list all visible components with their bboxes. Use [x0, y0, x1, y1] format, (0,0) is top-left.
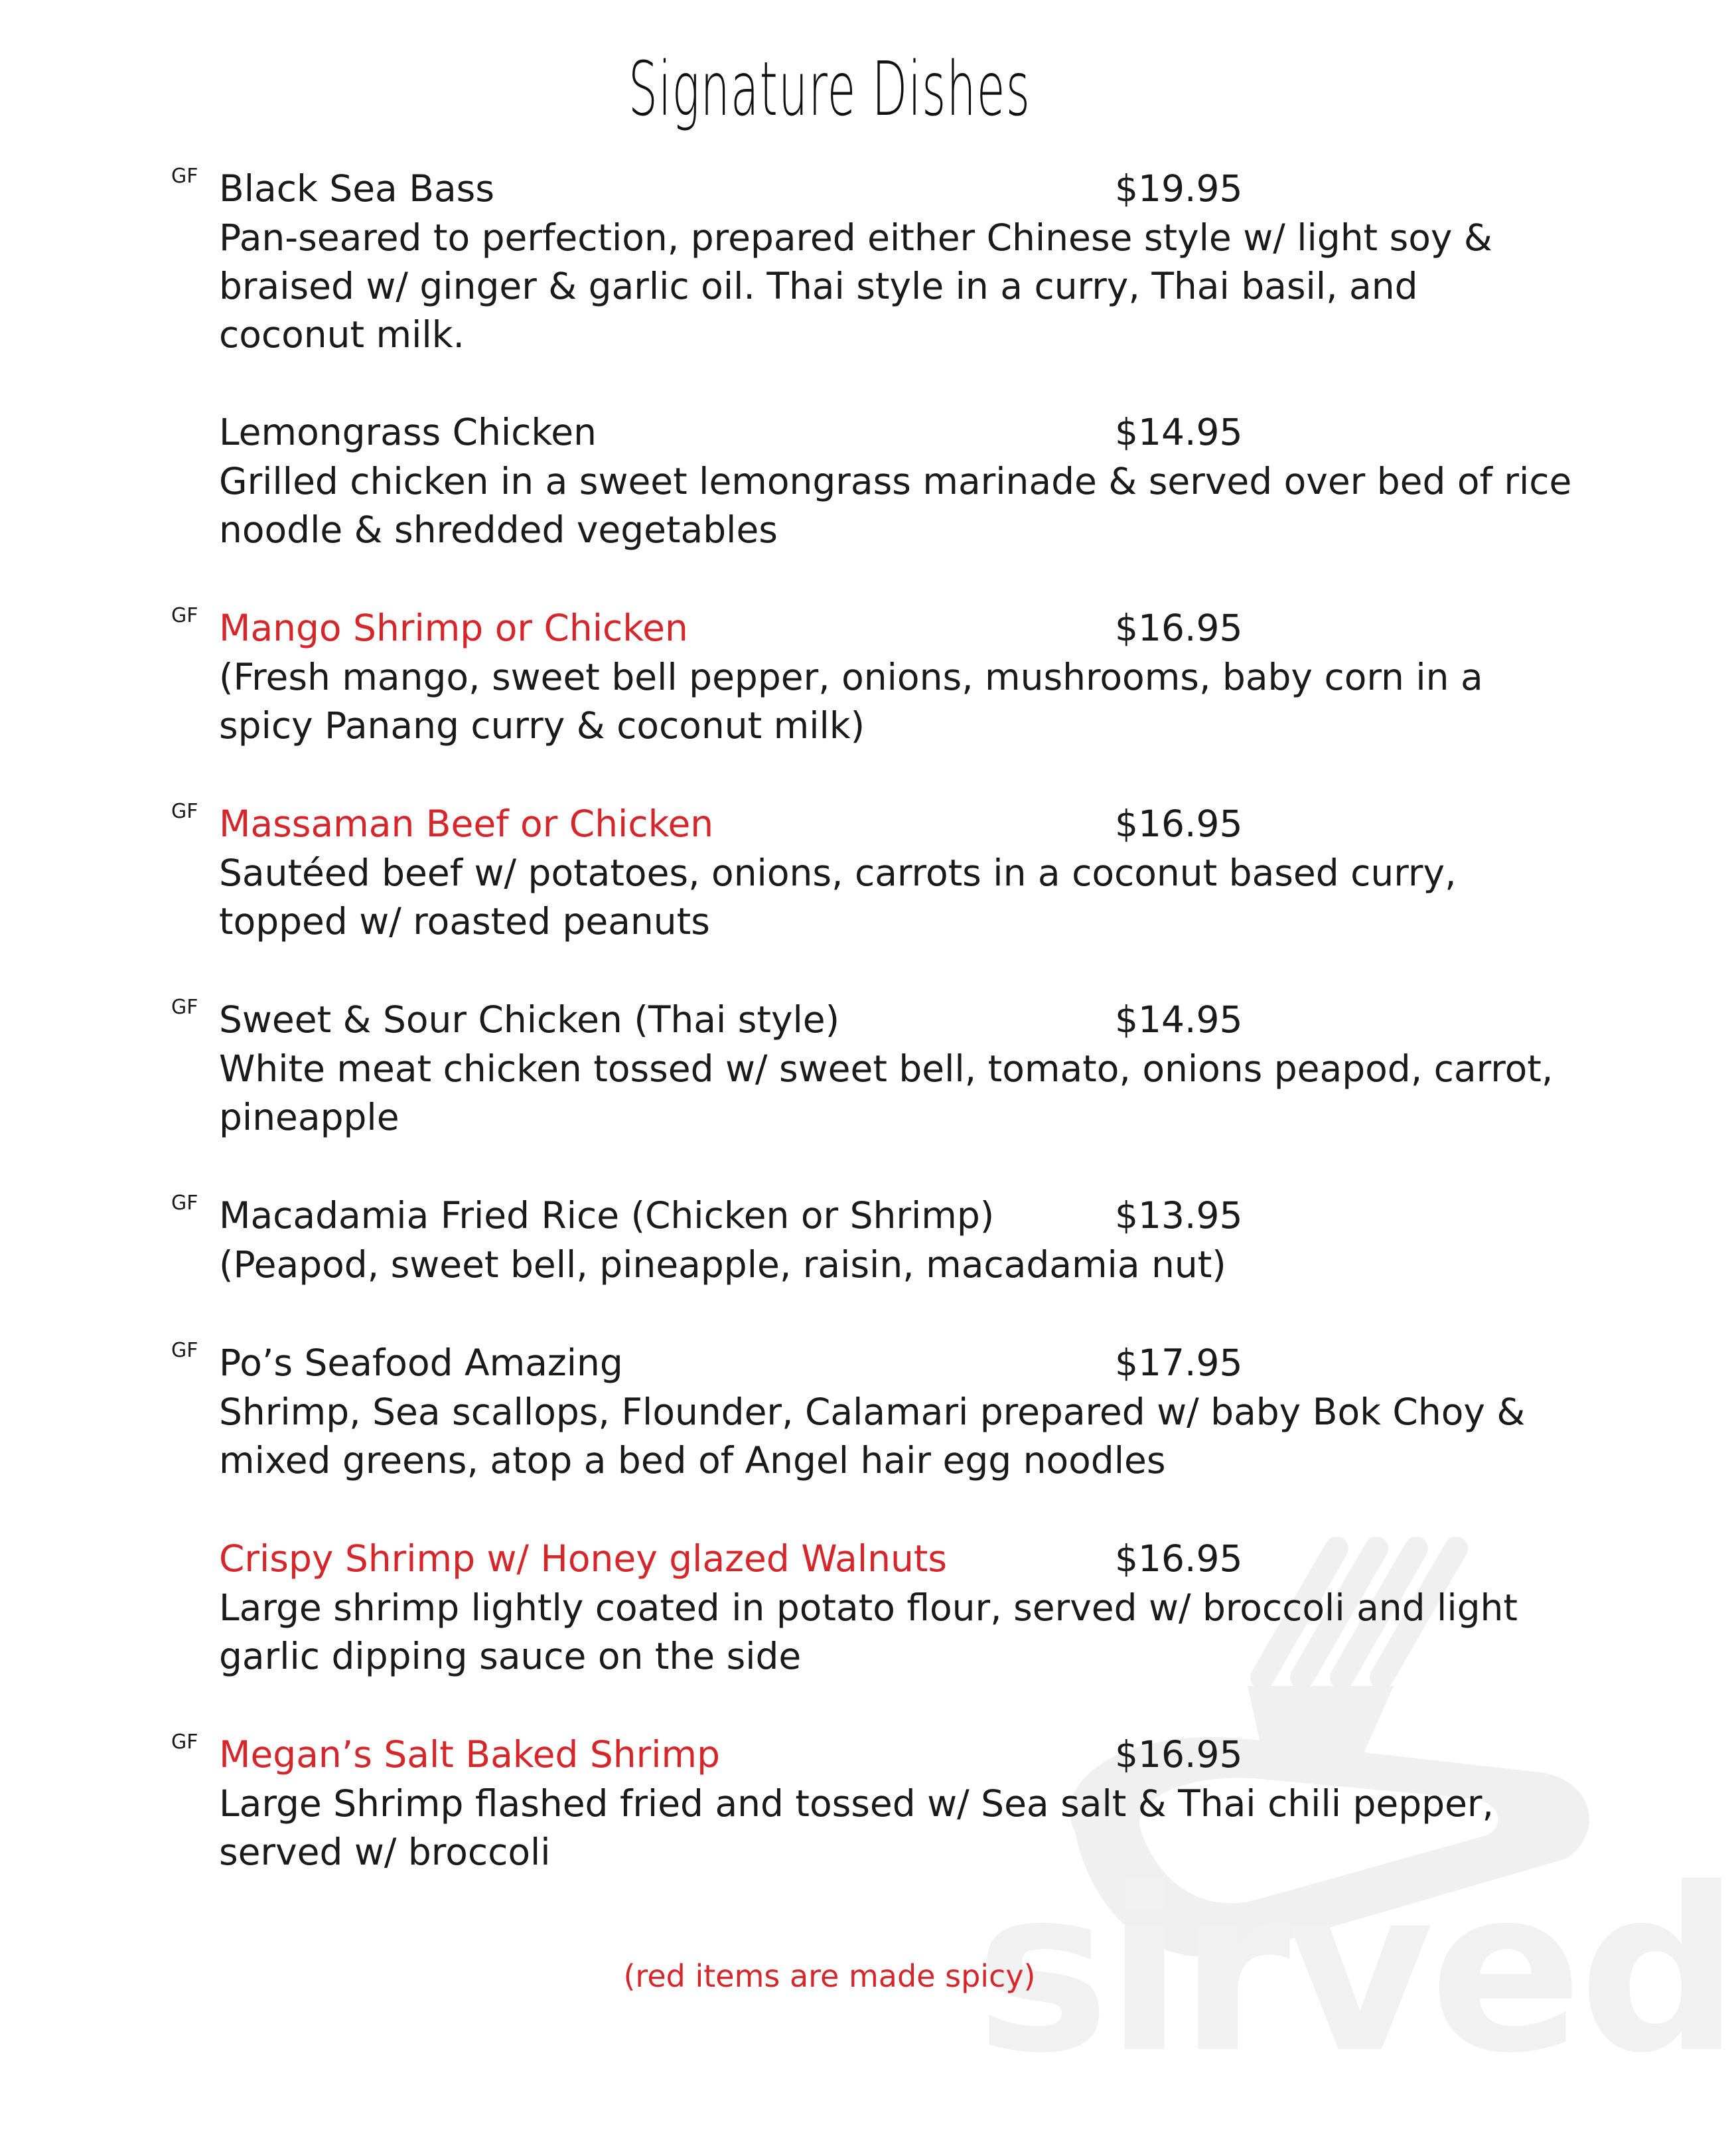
dish-description: Pan-seared to perfection, prepared either Chinese style w/ light soy & braised w/ ginger & garlic oil. Thai style in a curry, Thai basil, and coconut milk.: [219, 216, 1492, 356]
dish-description: Grilled chicken in a sweet lemongrass marinade & served over bed of rice noodle & shredded vegetables: [219, 460, 1572, 551]
gluten-free-badge: GF: [171, 165, 198, 188]
dish-price: $14.95: [1115, 998, 1243, 1041]
page-title: Signature Dishes: [628, 46, 1031, 133]
dish-price: $13.95: [1115, 1194, 1243, 1237]
gluten-free-badge: GF: [171, 996, 198, 1019]
gluten-free-badge: GF: [171, 1730, 198, 1754]
dish-name: Mango Shrimp or Chicken: [219, 607, 688, 649]
gluten-free-badge: GF: [171, 604, 198, 627]
dish-price: $16.95: [1115, 1733, 1243, 1776]
dish-name: Crispy Shrimp w/ Honey glazed Walnuts: [219, 1537, 948, 1580]
dish-description: Sautéed beef w/ potatoes, onions, carrots in a coconut based curry, topped w/ roasted peanuts: [219, 852, 1457, 943]
dish-name: Massaman Beef or Chicken: [219, 803, 714, 845]
dish-description: (Fresh mango, sweet bell pepper, onions, mushrooms, baby corn in a spicy Panang curry & coconut milk): [219, 656, 1483, 747]
dish-description: (Peapod, sweet bell, pineapple, raisin, macadamia nut): [219, 1243, 1226, 1286]
dish-name: Megan’s Salt Baked Shrimp: [219, 1733, 721, 1776]
dish-price: $17.95: [1115, 1342, 1243, 1384]
dish-description: Large Shrimp flashed fried and tossed w/ Sea salt & Thai chili pepper, served w/ broccoli: [219, 1782, 1494, 1873]
gluten-free-badge: GF: [171, 1339, 198, 1362]
dish-price: $16.95: [1115, 607, 1243, 649]
dish-description: Shrimp, Sea scallops, Flounder, Calamari prepared w/ baby Bok Choy & mixed greens, atop a bed of Angel hair egg noodles: [219, 1391, 1526, 1482]
dish-name: Macadamia Fried Rice (Chicken or Shrimp): [219, 1194, 995, 1237]
dish-price: $19.95: [1115, 167, 1243, 210]
spicy-footnote: (red items are made spicy): [623, 1958, 1036, 1994]
dish-name: Sweet & Sour Chicken (Thai style): [219, 998, 840, 1041]
dish-description: White meat chicken tossed w/ sweet bell, tomato, onions peapod, carrot, pineapple: [219, 1047, 1554, 1138]
dish-name: Po’s Seafood Amazing: [219, 1342, 623, 1384]
dish-price: $14.95: [1115, 411, 1243, 453]
gluten-free-badge: GF: [171, 800, 198, 823]
dish-price: $16.95: [1115, 1537, 1243, 1580]
dish-description: Large shrimp lightly coated in potato flour, served w/ broccoli and light garlic dipping sauce on the side: [219, 1586, 1518, 1677]
watermark-text: sirved: [976, 1840, 1736, 2103]
gluten-free-badge: GF: [171, 1191, 198, 1215]
dish-price: $16.95: [1115, 803, 1243, 845]
dish-name: Lemongrass Chicken: [219, 411, 597, 453]
dish-name: Black Sea Bass: [219, 167, 494, 210]
